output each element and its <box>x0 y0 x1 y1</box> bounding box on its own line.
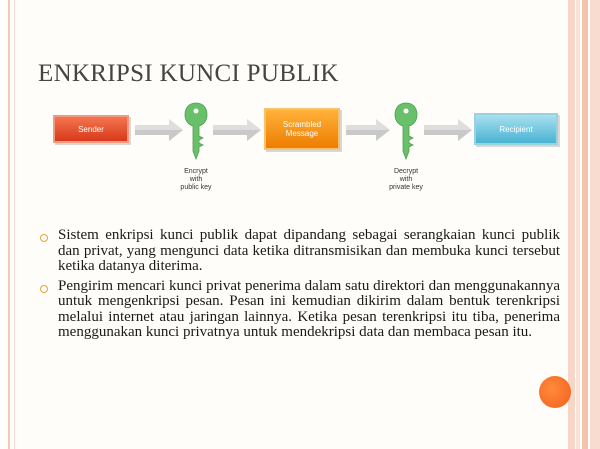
caption-line: Decrypt <box>393 168 419 175</box>
bullet-list <box>38 228 560 345</box>
encrypt-caption <box>166 168 226 192</box>
arrow-icon <box>346 119 390 141</box>
caption-line: public key <box>180 184 212 191</box>
public-key-icon <box>183 101 209 161</box>
caption-line: with <box>399 176 413 183</box>
bullet-text: Pengirim mencari kunci privat penerima dalam satu direktori dan menggunakannya untuk mengenkripsi pesan. Pesan ini kemudian dikirim dalam bentuk terenkripsi melalui internet atau jaringan lainnya. Ketika pesan terenkripsi itu tiba, penerima menggunakan kunci privatnya untuk mendekripsi data dan membaca pesan itu. <box>58 277 560 340</box>
private-key-icon <box>393 101 419 161</box>
slide-title: ENKRIPSI KUNCI PUBLIK <box>38 60 339 87</box>
decrypt-caption <box>376 168 436 192</box>
sender-box: Sender <box>53 115 129 143</box>
arrow-icon <box>213 119 261 141</box>
bullet-text: Sistem enkripsi kunci publik dapat dipandang sebagai serangkaian kunci publik dan privat, yang mengunci data ketika ditransmisikan dan membuka kunci tersebut ketika datanya diterima. <box>58 227 560 274</box>
decorative-orange-circle <box>539 376 571 408</box>
caption-line: Encrypt <box>184 168 208 175</box>
caption-line: private key <box>389 184 423 191</box>
bullet-item <box>38 279 560 341</box>
bullet-circle-icon <box>40 234 48 242</box>
encryption-diagram <box>0 0 600 220</box>
arrow-icon <box>424 119 472 141</box>
bullet-item <box>38 228 560 275</box>
recipient-box: Recipient <box>474 113 558 145</box>
caption-line: with <box>189 176 203 183</box>
arrow-icon <box>135 119 183 141</box>
bullet-circle-icon <box>40 285 48 293</box>
scrambled-message-box: Scrambled Message <box>264 108 340 150</box>
